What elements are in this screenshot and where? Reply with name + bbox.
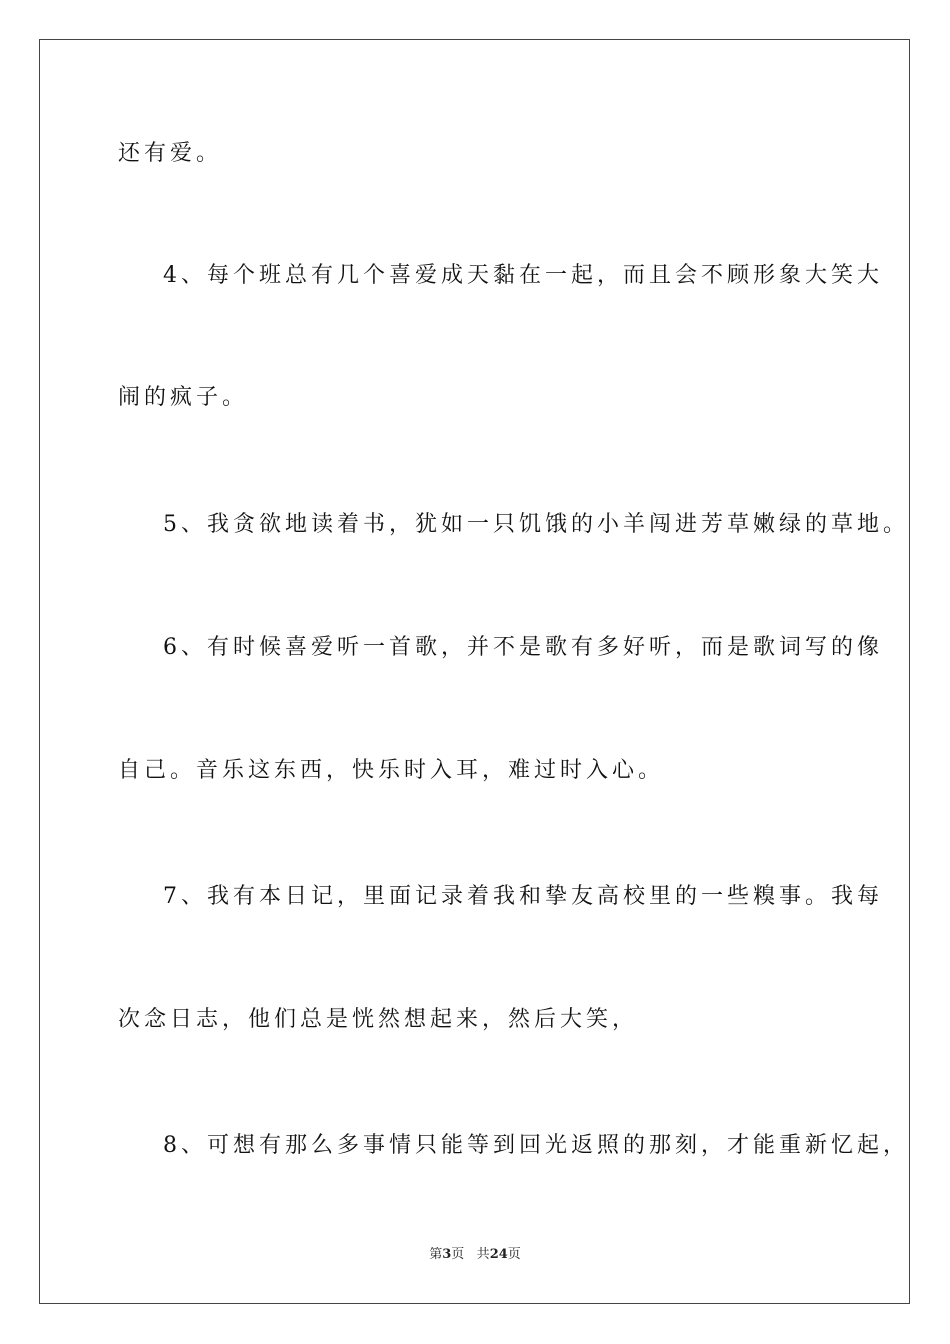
text-line: 还有爱。 (118, 141, 223, 166)
page-number: 3 (442, 1247, 452, 1262)
page-frame (39, 39, 910, 1304)
page-suffix: 页 (451, 1247, 465, 1262)
total-pages: 24 (489, 1247, 508, 1262)
text-line: 次念日志，他们总是恍然想起来，然后大笑， (118, 1007, 639, 1032)
text-line: 7、我有本日记，里面记录着我和挚友高校里的一些糗事。我每 (163, 884, 883, 909)
text-line: 闹的疯子。 (118, 385, 249, 410)
page-prefix: 第 (429, 1247, 443, 1262)
text-line: 6、有时候喜爱听一首歌，并不是歌有多好听，而是歌词写的像 (163, 635, 883, 660)
total-prefix: 共 (476, 1247, 490, 1262)
text-line: 4、每个班总有几个喜爱成天黏在一起，而且会不顾形象大笑大 (163, 263, 883, 288)
text-line: 5、我贪欲地读着书，犹如一只饥饿的小羊闯进芳草嫩绿的草地。 (163, 512, 909, 537)
text-line: 8、可想有那么多事情只能等到回光返照的那刻，才能重新忆起， (163, 1133, 909, 1158)
page-footer (0, 1246, 950, 1264)
total-suffix: 页 (507, 1247, 521, 1262)
text-line: 自己。音乐这东西，快乐时入耳，难过时入心。 (118, 758, 665, 783)
